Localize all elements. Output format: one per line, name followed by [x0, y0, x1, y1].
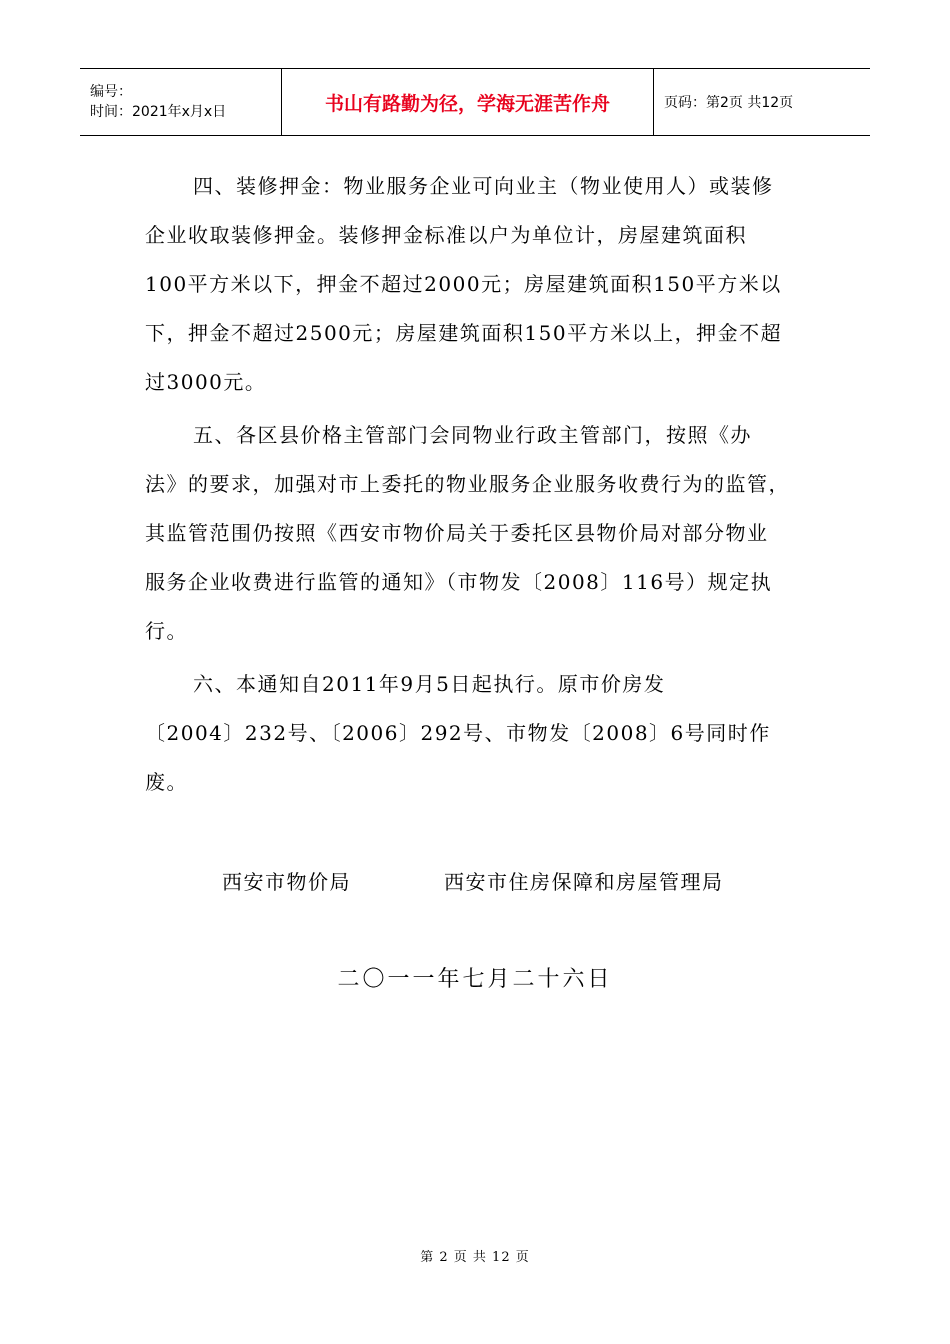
paragraph-5-line-3: 其监管范围仍按照《西安市物价局关于委托区县物价局对部分物业 — [145, 521, 769, 545]
header-page-info — [654, 69, 870, 135]
page-info-text: 页码：第2页 共12页 — [664, 95, 794, 111]
signer-price-bureau: 西安市物价局 — [222, 870, 351, 894]
header-slogan — [281, 69, 654, 135]
slogan-text: 书山有路勤为径，学海无涯苦作舟 — [324, 92, 610, 115]
signer-housing-bureau: 西安市住房保障和房屋管理局 — [444, 870, 724, 894]
document-time-label: 时间：2021年x月x日 — [90, 104, 227, 120]
signature-organizations — [222, 866, 724, 895]
paragraph-5-line-4: 服务企业收费进行监管的通知》（市物发〔2008〕116号）规定执 — [145, 570, 773, 594]
header-meta — [80, 69, 281, 135]
paragraph-5-line-2: 法》的要求，加强对市上委托的物业服务企业服务收费行为的监管， — [145, 472, 790, 496]
paragraph-6-line-2: 〔2004〕232号、〔2006〕292号、市物发〔2008〕6号同时作废。 — [145, 721, 771, 794]
paragraph-4-line-3: 100平方米以下，押金不超过2000元；房屋建筑面积150平方米以 — [145, 272, 782, 296]
paragraph-5-line-1: 五、各区县价格主管部门会同物业行政主管部门，按照《办 — [193, 423, 752, 447]
paragraph-4-line-5: 过3000元。 — [145, 370, 267, 394]
document-number-label: 编号： — [90, 84, 132, 100]
document-body — [145, 162, 805, 807]
paragraph-4-line-4: 下，押金不超过2500元；房屋建筑面积150平方米以上，押金不超 — [145, 321, 783, 345]
signature-date: 二〇一一年七月二十六日 — [337, 967, 613, 992]
paragraph-6-line-1: 六、本通知自2011年9月5日起执行。原市价房发 — [193, 672, 666, 696]
page-footer: 第 2 页 共 12 页 — [420, 1250, 530, 1265]
paragraph-4-line-1: 四、装修押金：物业服务企业可向业主（物业使用人）或装修 — [193, 174, 774, 198]
paragraph-5-line-5: 行。 — [145, 619, 188, 643]
paragraph-4-line-2: 企业收取装修押金。装修押金标准以户为单位计，房屋建筑面积 — [145, 223, 747, 247]
document-header — [80, 68, 870, 136]
